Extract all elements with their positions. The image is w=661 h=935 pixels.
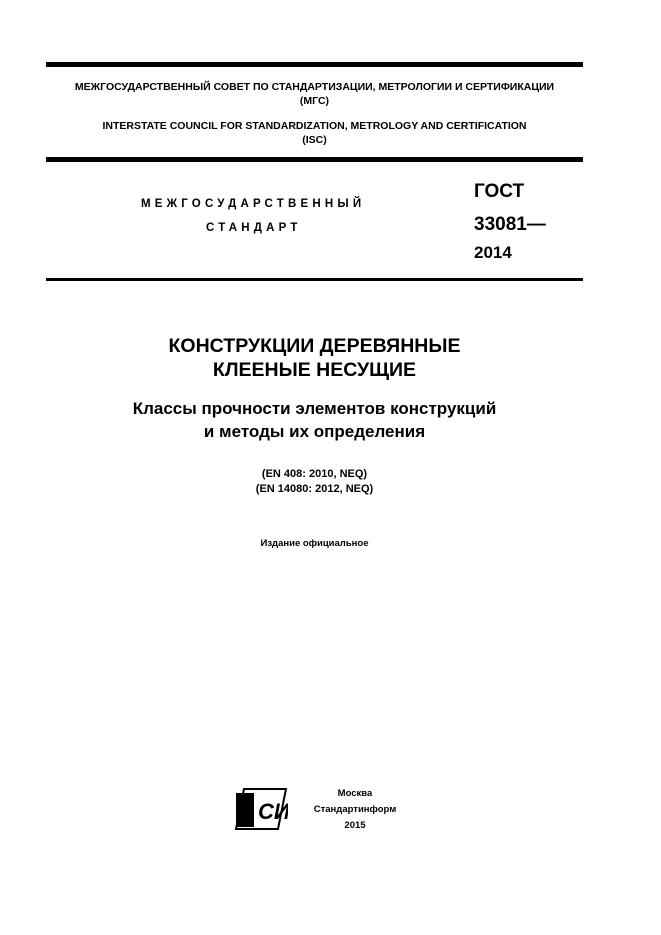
publisher-city: Москва xyxy=(337,788,373,799)
subtitle-line2: и методы их определения xyxy=(203,422,426,441)
publisher-info xyxy=(300,786,410,834)
standard-type-line2: СТАНДАРТ xyxy=(206,222,302,234)
subtitle-line1: Классы прочности элементов конструкций xyxy=(132,399,497,418)
council-en-name xyxy=(46,119,583,147)
gost-year: 2014 xyxy=(474,243,512,262)
publisher-name: Стандартинформ xyxy=(313,804,397,815)
header-rule xyxy=(46,278,583,281)
edition-label: Издание официальное xyxy=(260,538,369,549)
council-rule xyxy=(46,157,583,162)
reference-en14080: (EN 14080: 2012, NEQ) xyxy=(255,483,374,495)
standard-type-line1: МЕЖГОСУДАРСТВЕННЫЙ xyxy=(141,198,366,210)
council-en-abbr: (ISC) xyxy=(302,134,327,146)
reference-en408: (EN 408: 2010, NEQ) xyxy=(261,468,368,480)
top-rule xyxy=(46,62,583,67)
publisher-year: 2015 xyxy=(344,820,366,831)
gost-label: ГОСТ xyxy=(474,181,525,202)
reference-standards xyxy=(46,467,583,497)
council-ru-abbr: (МГС) xyxy=(299,95,330,107)
council-ru-line: МЕЖГОСУДАРСТВЕННЫЙ СОВЕТ ПО СТАНДАРТИЗАЦИИ, МЕТРОЛОГИИ И СЕРТИФИКАЦИИ xyxy=(74,81,555,93)
document-title xyxy=(46,334,583,382)
title-line2: КЛЕЕНЫЕ НЕСУЩИЕ xyxy=(212,359,417,381)
title-line1: КОНСТРУКЦИИ ДЕРЕВЯННЫЕ xyxy=(168,335,461,357)
council-ru-name xyxy=(46,80,583,108)
council-en-line: INTERSTATE COUNCIL FOR STANDARDIZATION, METROLOGY AND CERTIFICATION xyxy=(102,120,527,132)
document-subtitle xyxy=(46,397,583,443)
standartinform-logo xyxy=(234,787,288,836)
gost-number: 33081— xyxy=(474,214,546,235)
logo-text: СИ xyxy=(258,799,288,824)
